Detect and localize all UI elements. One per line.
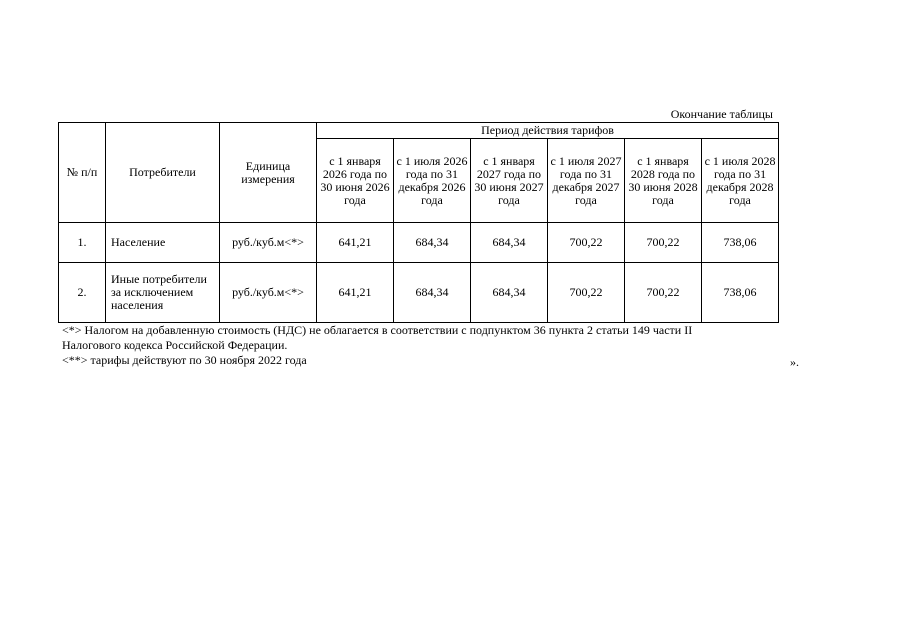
closing-quote-mark: ».: [790, 355, 799, 369]
tariff-value: 641,21: [317, 223, 394, 263]
row-consumer: Иные потребители за исключением населения: [106, 263, 220, 323]
header-unit: Единица измерения: [220, 123, 317, 223]
tariff-value: 700,22: [548, 223, 625, 263]
row-unit: руб./куб.м<*>: [220, 223, 317, 263]
table-row: [59, 223, 779, 263]
tariff-value: 641,21: [317, 263, 394, 323]
header-period-group: Период действия тарифов: [317, 123, 779, 139]
row-unit: руб./куб.м<*>: [220, 263, 317, 323]
tariff-value: 738,06: [702, 263, 779, 323]
header-period: с 1 января 2026 года по 30 июня 2026 года: [317, 139, 394, 223]
tariff-value: 738,06: [702, 223, 779, 263]
footnote-vat-line2: Налогового кодекса Российской Федерации.: [62, 338, 288, 352]
row-consumer: Население: [106, 223, 220, 263]
row-num: 1.: [59, 223, 106, 263]
tariff-value: 684,34: [394, 263, 471, 323]
tariff-value: 700,22: [625, 263, 702, 323]
tariff-value: 684,34: [471, 263, 548, 323]
tariff-value: 684,34: [471, 223, 548, 263]
tariff-table: [58, 122, 779, 323]
tariff-value: 700,22: [625, 223, 702, 263]
footnote-vat-line1: <*> Налогом на добавленную стоимость (НДС) не облагается в соответствии с подпунктом 36 пункта 2 статьи 149 части II: [62, 323, 693, 337]
tariff-value: 700,22: [548, 263, 625, 323]
tariff-value: 684,34: [394, 223, 471, 263]
footnote-validity: <**> тарифы действуют по 30 ноября 2022 года: [62, 353, 307, 367]
footnotes: [62, 323, 782, 368]
header-period: с 1 июля 2027 года по 31 декабря 2027 года: [548, 139, 625, 223]
header-period: с 1 июля 2026 года по 31 декабря 2026 года: [394, 139, 471, 223]
header-period: с 1 июля 2028 года по 31 декабря 2028 года: [702, 139, 779, 223]
header-period: с 1 января 2028 года по 30 июня 2028 года: [625, 139, 702, 223]
table-row: [59, 263, 779, 323]
row-num: 2.: [59, 263, 106, 323]
table-caption: Окончание таблицы: [670, 107, 773, 121]
header-consumers: Потребители: [106, 123, 220, 223]
header-period: с 1 января 2027 года по 30 июня 2027 года: [471, 139, 548, 223]
header-num: № п/п: [59, 123, 106, 223]
